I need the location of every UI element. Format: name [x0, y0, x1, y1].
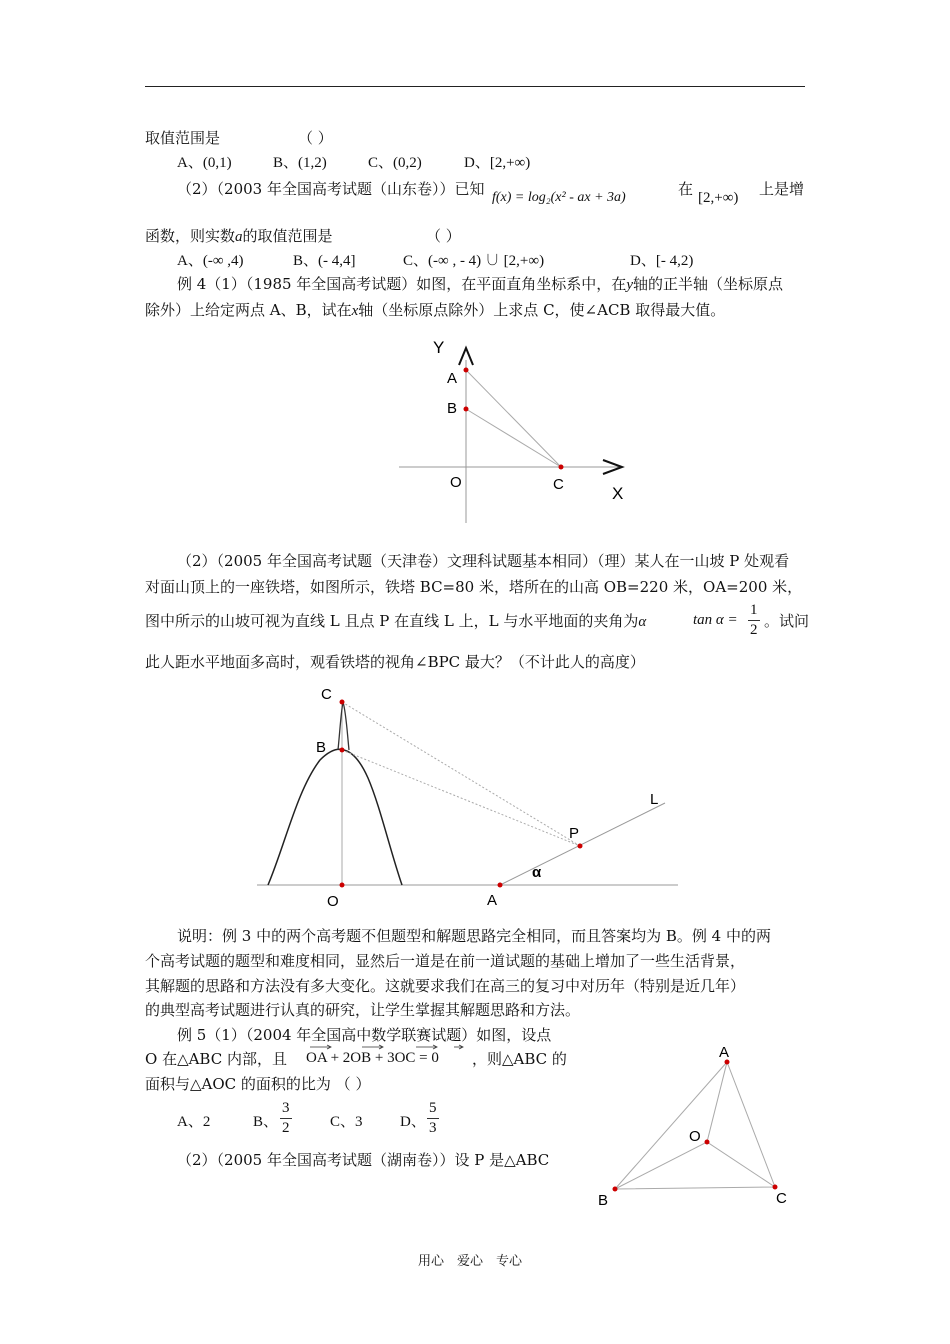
label-o: O	[689, 1128, 701, 1145]
q3-2-option-a: A、(-∞ ,4)	[177, 253, 244, 269]
q3-2-text-c: 上是增	[759, 180, 805, 198]
point-b	[613, 1187, 618, 1192]
ex5-option-b-frac: $\frac{3}{2}$	[282, 1100, 290, 1136]
ex5-2-line: （2）（2005 年全国高考试题（湖南卷））设 P 是△ABC	[177, 1151, 550, 1169]
q3-2-text-a: （2）（2003 年全国高考试题（山东卷））已知	[177, 180, 485, 198]
ex5-line3: 面积与△AOC 的面积的比为 （ ）	[145, 1075, 371, 1093]
label-b: B	[316, 739, 327, 756]
q3-2-interval: [2,+∞)	[698, 190, 739, 206]
label-a: A	[447, 370, 458, 387]
ex5-line2b: ，则△ABC 的	[472, 1050, 567, 1068]
ex5-option-c: C、3	[330, 1114, 363, 1130]
q3-1-option-b: B、(1,2)	[273, 155, 327, 171]
label-o: O	[450, 474, 462, 491]
ex5-line1: 例 5（1）（2004 年全国高中数学联赛试题）如图，设点	[177, 1026, 552, 1044]
ex4-2-line1: （2）（2005 年全国高考试题（天津卷）文理科试题基本相同）（理）某人在一山坡 P 处观看	[177, 552, 790, 570]
ex4-2-line2: 对面山顶上的一座铁塔，如图所示，铁塔 BC=80 米，塔所在的山高 OB=220 米，OA=200 米，	[145, 578, 803, 596]
q3-2-option-d: D、[- 4,2)	[630, 253, 694, 269]
q3-2-option-b: B、(- 4,4]	[293, 253, 356, 269]
segment-oc	[707, 1142, 775, 1187]
q3-2-option-c: C、(-∞ , - 4) ∪ [2,+∞)	[403, 253, 545, 269]
ex4-2-line3: 图中所示的山坡可视为直线 L 且点 P 在直线 L 上，L 与水平地面的夹角为α	[145, 612, 647, 630]
q3-1-option-a: A、(0,1)	[177, 155, 232, 171]
label-l: L	[650, 791, 659, 808]
fraction-half: $\frac{1}{2}$	[750, 602, 758, 638]
label-o: O	[327, 893, 339, 910]
note-line3: 其解题的思路和方法没有多大变化。这就要求我们在高三的复习中对历年（特别是近几年）	[145, 977, 746, 995]
note-line1: 说明：例 3 中的两个高考题不但题型和解题思路完全相同，而且答案均为 B。例 4 中的两	[177, 927, 771, 945]
answer-paren-2: （ ）	[426, 227, 461, 245]
answer-paren-1: （ ）	[298, 129, 333, 147]
label-y: Y	[433, 338, 445, 357]
label-a: A	[487, 892, 498, 909]
label-b: B	[598, 1192, 609, 1209]
ex4-1-line2: 除外）上给定两点 A、B，试在x轴（坐标原点除外）上求点 C，使∠ACB 取得最大值。	[145, 301, 726, 319]
ex4-1-line1: 例 4（1）（1985 年全国高考试题）如图，在平面直角坐标系中，在y轴的正半轴（坐标原点	[177, 275, 783, 293]
q3-2-line2: 函数，则实数a的取值范围是	[145, 227, 333, 245]
note-line2: 个高考试题的题型和难度相同，显然后一道是在前一道试题的基础上增加了一些生活背景，	[145, 952, 746, 970]
ex5-option-b: B、	[253, 1114, 279, 1130]
note-line4: 的典型高考试题进行认真的研究，让学生掌握其解题思路和方法。	[145, 1001, 581, 1019]
label-alpha: α	[532, 864, 542, 881]
vector-expression: OA + 2OB + 3OC = 0	[306, 1050, 439, 1066]
intro-line: 取值范围是	[145, 129, 221, 147]
segment-ob	[615, 1142, 707, 1189]
ex5-option-a: A、2	[177, 1114, 211, 1130]
ex5-option-d: D、	[400, 1114, 426, 1130]
q3-1-option-c: C、(0,2)	[368, 155, 422, 171]
label-a: A	[719, 1044, 730, 1061]
label-c: C	[321, 686, 332, 703]
label-x: X	[612, 484, 624, 503]
ex4-2-line4: 此人距水平地面多高时，观看铁塔的视角∠BPC 最大？（不计此人的高度）	[145, 653, 645, 671]
label-c: C	[776, 1190, 787, 1207]
triangle-abc	[615, 1062, 775, 1189]
page-footer: 用心 爱心 专心	[418, 1254, 523, 1269]
label-c: C	[553, 476, 564, 493]
label-b: B	[447, 400, 458, 417]
point-c	[773, 1185, 778, 1190]
ex4-2-line3-end: 。试问	[764, 612, 810, 630]
q3-2-formula: f(x) = log₂(x² - ax + 3a)	[492, 190, 626, 205]
tan-alpha: tan α =	[693, 612, 738, 628]
q3-2-text-b: 在	[678, 180, 694, 198]
ex5-line2a: O 在△ABC 内部，且	[145, 1050, 287, 1068]
q3-1-option-d: D、[2,+∞)	[464, 155, 531, 171]
point-o	[705, 1140, 710, 1145]
ex5-option-d-frac: $\frac{5}{3}$	[429, 1100, 437, 1136]
label-p: P	[569, 825, 580, 842]
